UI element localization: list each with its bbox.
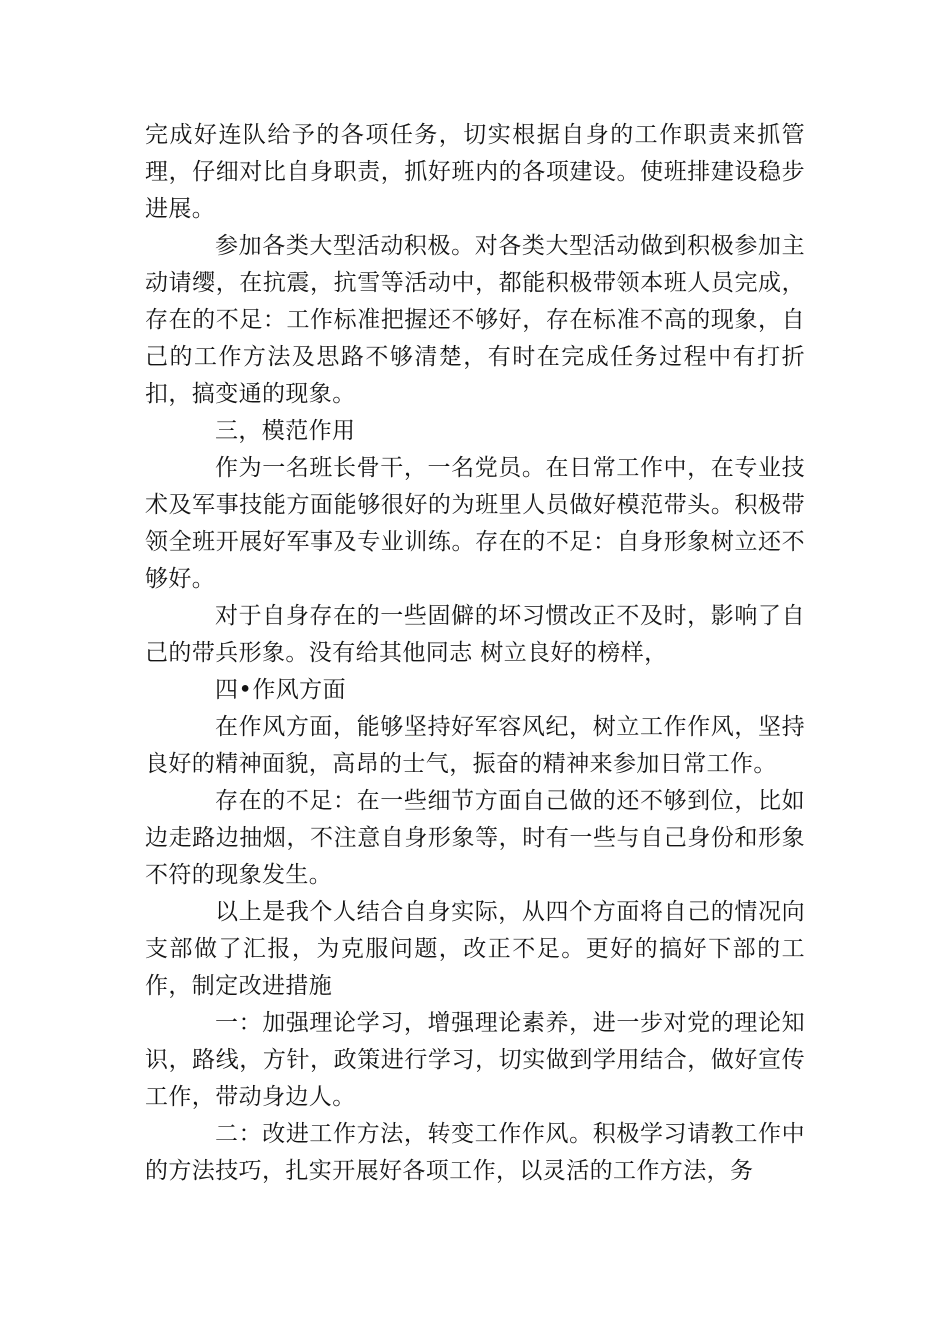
section-heading-4: 四•作风方面 <box>215 677 346 703</box>
paragraph-2: 参加各类大型活动积极。对各类大型活动做到积极参加主动请缨，在抗震，抗雪等活动中，都能积极带领本班人员完成，存在的不足：工作标准把握还不够好，存在标准不高的现象，自己的工作方法及思路不够清楚，有时在完成任务过程中有打折扣，搞变通的现象。 <box>145 233 805 407</box>
paragraph-7: 在作风方面，能够坚持好军容风纪，树立工作作风，坚持良好的精神面貌，高昂的士气，振奋的精神来参加日常工作。 <box>145 714 805 777</box>
measure-1: 一：加强理论学习，增强理论素养，进一步对党的理论知识，路线，方针，政策进行学习，切实做到学用结合，做好宣传工作，带动身边人。 <box>145 1010 805 1110</box>
paragraph-9: 以上是我个人结合自身实际，从四个方面将自己的情况向支部做了汇报，为克服问题，改正不足。更好的搞好下部的工作，制定改进措施 <box>145 899 805 999</box>
paragraph-4: 作为一名班长骨干，一名党员。在日常工作中，在专业技术及军事技能方面能够很好的为班里人员做好模范带头。积极带领全班开展好军事及专业训练。存在的不足：自身形象树立还不够好。 <box>145 455 805 592</box>
paragraph-8: 存在的不足：在一些细节方面自己做的还不够到位，比如边走路边抽烟，不注意自身形象等，时有一些与自己身份和形象不符的现象发生。 <box>145 788 805 888</box>
paragraph-1: 完成好连队给予的各项任务，切实根据自身的工作职责来抓管理，仔细对比自身职责，抓好班内的各项建设。使班排建设稳步进展。 <box>145 122 805 222</box>
paragraph-5: 对于自身存在的一些固僻的坏习惯改正不及时，影响了自己的带兵形象。没有给其他同志 树立良好的榜样， <box>145 603 805 666</box>
section-heading-3: 三，模范作用 <box>215 418 356 444</box>
measure-2: 二：改进工作方法，转变工作作风。积极学习请教工作中的方法技巧，扎实开展好各项工作，以灵活的工作方法，务 <box>145 1121 805 1184</box>
document-body <box>145 117 805 1190</box>
